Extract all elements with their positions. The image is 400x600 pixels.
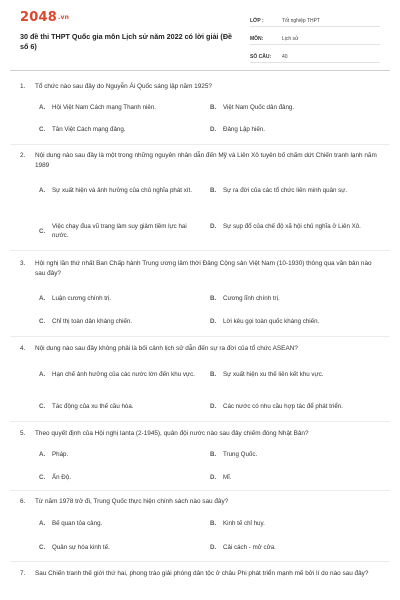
question-text: Nội dung nào sau đây không phải là bối cảnh lịch sử dẫn đến sự ra đời của tổ chức ASEAN? [35, 345, 298, 352]
question-divider [10, 490, 390, 491]
header-divider [10, 70, 390, 71]
answer-letter: C. [39, 544, 46, 551]
answer-option[interactable] [39, 222, 202, 240]
header [0, 0, 400, 70]
answer-letter: B. [210, 295, 217, 302]
answer-text: Sự sụp đổ của chế độ xã hội chủ nghĩa ở Liên Xô. [223, 223, 361, 230]
answer-text: Việc chạy đua vũ trang làm suy giảm tiềm lực hai nước. [52, 223, 187, 239]
answer-text: Mĩ. [223, 474, 232, 481]
question-text: Theo quyết định của Hội nghị Ianta (2-1945), quân đội nước nào sau đây chiếm đóng Nhật Bản? [35, 430, 309, 437]
answer-letter: A. [39, 371, 46, 378]
meta-value: Lịch sử [282, 36, 299, 42]
answer-letter: A. [39, 187, 46, 194]
answer-letter: B. [210, 187, 217, 194]
meta-value: 40 [282, 54, 288, 60]
answer-text: Kinh tế chỉ huy. [223, 520, 265, 527]
answer-letter: D. [210, 544, 217, 551]
answer-option[interactable] [210, 519, 373, 528]
logo-suffix: .vn [57, 14, 70, 21]
answer-text: Cải cách - mở cửa. [223, 544, 276, 551]
answer-option[interactable] [39, 103, 202, 112]
question-number: 2. [20, 152, 26, 159]
answer-option[interactable] [210, 402, 393, 411]
question-text: Hội nghị lần thứ nhất Ban Chấp hành Trung ương lâm thời Đảng Cộng sản Việt Nam (10-1930) thông qua văn bản nào sau đây? [35, 260, 372, 277]
answer-letter: B. [210, 451, 217, 458]
answer-option[interactable] [210, 543, 373, 552]
answer-option[interactable] [39, 519, 202, 528]
meta-label: MÔN: [250, 36, 264, 42]
question [20, 82, 382, 92]
answer-text: Các nước có nhu cầu hợp tác để phát triển. [223, 403, 343, 410]
answer-text: Hội Việt Nam Cách mạng Thanh niên. [52, 104, 156, 111]
meta-label: SỐ CÂU: [250, 54, 272, 60]
question [20, 569, 382, 579]
question-text: Nội dung nào sau đây là một trong những nguyên nhân dẫn đến Mỹ và Liên Xô tuyên bố chấm dứt Chiến tranh lạnh năm 1989 [35, 152, 377, 169]
question-number: 3. [20, 260, 26, 267]
question [20, 259, 382, 279]
answer-text: Sự xuất hiện và ảnh hưởng của chủ nghĩa phát xít. [52, 187, 192, 194]
question-number: 4. [20, 345, 26, 352]
meta-label: LỚP : [250, 18, 264, 24]
answer-letter: A. [39, 295, 46, 302]
answer-text: Hạn chế ảnh hưởng của các nước lớn đến khu vực. [52, 371, 195, 378]
question-text: Tổ chức nào sau đây do Nguyễn Ái Quốc sáng lập năm 1925? [35, 83, 212, 90]
answer-option[interactable] [210, 450, 373, 459]
answer-option[interactable] [210, 294, 373, 303]
answer-option[interactable] [39, 125, 202, 134]
question-divider [10, 421, 390, 422]
answer-option[interactable] [210, 317, 373, 326]
logo-text: 2048 [20, 10, 57, 25]
answer-option[interactable] [39, 317, 202, 326]
question [20, 429, 382, 439]
answer-text: Sự ra đời của các tổ chức liên minh quân sự. [223, 187, 348, 194]
site-logo[interactable] [20, 10, 69, 25]
question-divider [10, 561, 390, 562]
answer-text: Luận cương chính trị. [52, 295, 112, 302]
exam-title: 30 đề thi THPT Quốc gia môn Lịch sử năm 2022 có lời giải (Đề số 6) [20, 32, 233, 51]
answer-option[interactable] [39, 186, 202, 195]
answer-letter: A. [39, 104, 46, 111]
answer-letter: D. [210, 223, 217, 230]
answer-letter: D. [210, 474, 217, 481]
meta-row-subject [250, 30, 380, 45]
question-text: Sau Chiến tranh thế giới thứ hai, phong trào giải phóng dân tộc ở châu Phi phát triển mạnh mẽ bởi lí do nào sau đây? [35, 570, 369, 577]
answer-letter: C. [39, 403, 46, 410]
answer-option[interactable] [210, 103, 373, 112]
answer-letter: B. [210, 371, 217, 378]
question-number: 6. [20, 498, 26, 505]
answer-text: Lời kêu gọi toàn quốc kháng chiến. [223, 318, 320, 325]
answer-option[interactable] [210, 370, 373, 379]
question [20, 344, 382, 354]
meta-row-count [250, 48, 380, 63]
answer-letter: D. [210, 318, 217, 325]
answer-text: Bế quan tỏa cảng. [52, 520, 103, 527]
answer-letter: B. [210, 104, 217, 111]
exam-meta [250, 12, 380, 66]
answer-letter: C. [39, 474, 46, 481]
answer-letter: C. [39, 318, 46, 325]
answer-letter: D. [210, 403, 217, 410]
answer-option[interactable] [210, 125, 373, 134]
question-divider [10, 144, 390, 145]
question-divider [10, 250, 390, 251]
answer-option[interactable] [210, 473, 373, 482]
answer-option[interactable] [39, 370, 202, 379]
answer-text: Cương lĩnh chính trị. [223, 295, 280, 302]
answer-text: Ấn Độ. [52, 474, 71, 481]
answer-option[interactable] [39, 294, 202, 303]
meta-value: Tốt nghiệp THPT [282, 18, 320, 24]
answer-text: Trung Quốc. [223, 451, 258, 458]
answer-option[interactable] [39, 402, 202, 411]
answer-option[interactable] [39, 473, 202, 482]
question [20, 497, 382, 507]
answer-option[interactable] [210, 186, 373, 195]
answer-option[interactable] [39, 543, 202, 552]
question-number: 7. [20, 570, 26, 577]
question-divider [10, 336, 390, 337]
question-number: 5. [20, 430, 26, 437]
answer-text: Pháp. [52, 451, 69, 458]
answer-text: Chỉ thị toàn dân kháng chiến. [52, 318, 133, 325]
answer-option[interactable] [210, 222, 373, 231]
answer-text: Sự xuất hiện xu thế liên kết khu vực. [223, 371, 324, 378]
answer-letter: C. [39, 227, 46, 235]
answer-letter: D. [210, 126, 217, 133]
answer-text: Đảng Lập hiến. [223, 126, 265, 133]
meta-row-class [250, 12, 380, 27]
question [20, 151, 382, 171]
answer-text: Việt Nam Quốc dân đảng. [223, 104, 295, 111]
answer-text: Tân Việt Cách mạng đảng. [52, 126, 126, 133]
answer-text: Tác động của xu thế cầu hòa. [52, 403, 134, 410]
question-number: 1. [20, 83, 26, 90]
answer-text: Quân sự hóa kinh tế. [52, 544, 110, 551]
question-text: Từ năm 1978 trở đi, Trung Quốc thực hiện chính sách nào sau đây? [35, 498, 229, 505]
answer-letter: A. [39, 451, 46, 458]
answer-letter: A. [39, 520, 46, 527]
answer-option[interactable] [39, 450, 202, 459]
answer-letter: B. [210, 520, 217, 527]
answer-letter: C. [39, 126, 46, 133]
